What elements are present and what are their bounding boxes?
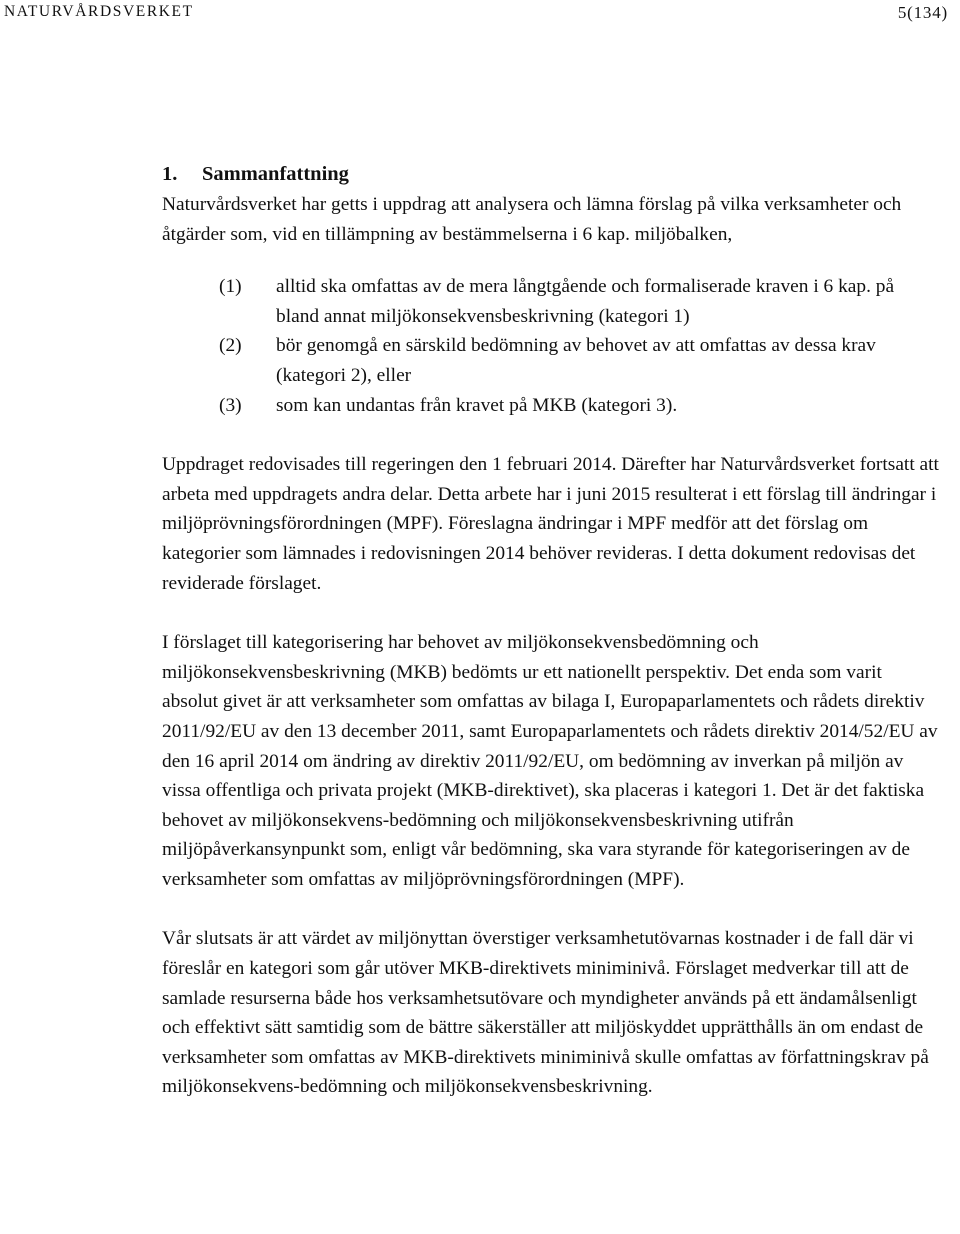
list-item: [162, 272, 928, 331]
category-list: [162, 272, 940, 420]
list-item-text: bör genomgå en särskild bedömning av behovet av att omfattas av dessa krav (kategori 2), eller: [276, 335, 876, 386]
paragraph-categorization: I förslaget till kategorisering har behovet av miljökonsekvensbedömning och miljökonsekvensbeskrivning (MKB) bedömts ur ett nationellt perspektiv. Det enda som varit absolut givet är att verksamheter som omfattas av bilaga I, Europaparlamentets och rådets direktiv 2011/92/EU av den 13 december 2011, samt Europaparlamentets och rådets direktiv 2014/52/EU av den 16 april 2014 om ändring av direktiv 2011/92/EU, om bedömning av inverkan på miljön av vissa offentliga och privata projekt (MKB-direktivet), ska placeras i kategori 1. Det är det faktiska behovet av miljökonsekvens-bedömning och miljökonsekvensbeskrivning utifrån miljöpåverkansynpunkt som, enligt vår bedömning, ska vara styrande för kategoriseringen av de verksamheter som omfattas av miljöprövningsförordningen (MPF).: [162, 632, 938, 890]
section-number: 1.: [162, 163, 178, 185]
list-item-label: (3): [219, 394, 242, 416]
list-item-label: (2): [219, 335, 242, 357]
list-item-label: (1): [219, 276, 242, 298]
section-title: Sammanfattning: [202, 163, 349, 185]
header-organization: NATURVÅRDSVERKET: [4, 3, 194, 20]
page-header: [0, 0, 960, 30]
paragraph-assignment: Uppdraget redovisades till regeringen den 1 februari 2014. Därefter har Naturvårdsverket fortsatt att arbeta med uppdragets andra delar. Detta arbete har i juni 2015 resulterat i ett förslag till ändringar i miljöprövningsförordningen (MPF). Föreslagna ändringar i MPF medför att det förslag om kategorier som lämnades i redovisningen 2014 behöver revideras. I detta dokument redovisas det reviderade förslaget.: [162, 454, 939, 594]
header-page-number: 5(134): [897, 3, 948, 22]
list-item: [162, 391, 928, 421]
list-item-text: alltid ska omfattas av de mera långtgående och formaliserade kraven i 6 kap. på bland annat miljökonsekvensbeskrivning (kategori 1): [276, 276, 895, 327]
intro-paragraph: Naturvårdsverket har getts i uppdrag att analysera och lämna förslag på vilka verksamheter och åtgärder som, vid en tillämpning av bestämmelserna i 6 kap. miljöbalken,: [162, 194, 902, 245]
paragraph-conclusion: Vår slutsats är att värdet av miljönyttan överstiger verksamhetutövarnas kostnader i de fall där vi föreslår en kategori som går utöver MKB-direktivets miniminivå. Förslaget medverkar till att de samlade resurserna både hos verksamhetsutövare och myndigheter används på ett ändamålsenligt och effektivt sätt samtidig som de bättre säkerställer att miljöskyddet upprätthålls än om endast de verksamheter som omfattas av MKB-direktivets miniminivå skulle omfattas av författningskrav på miljökonsekvens-bedömning och miljökonsekvensbeskrivning.: [162, 928, 929, 1098]
page-content: [162, 160, 940, 1132]
section-heading: [162, 160, 940, 189]
list-item-text: som kan undantas från kravet på MKB (kategori 3).: [276, 394, 678, 416]
list-item: [162, 331, 928, 390]
